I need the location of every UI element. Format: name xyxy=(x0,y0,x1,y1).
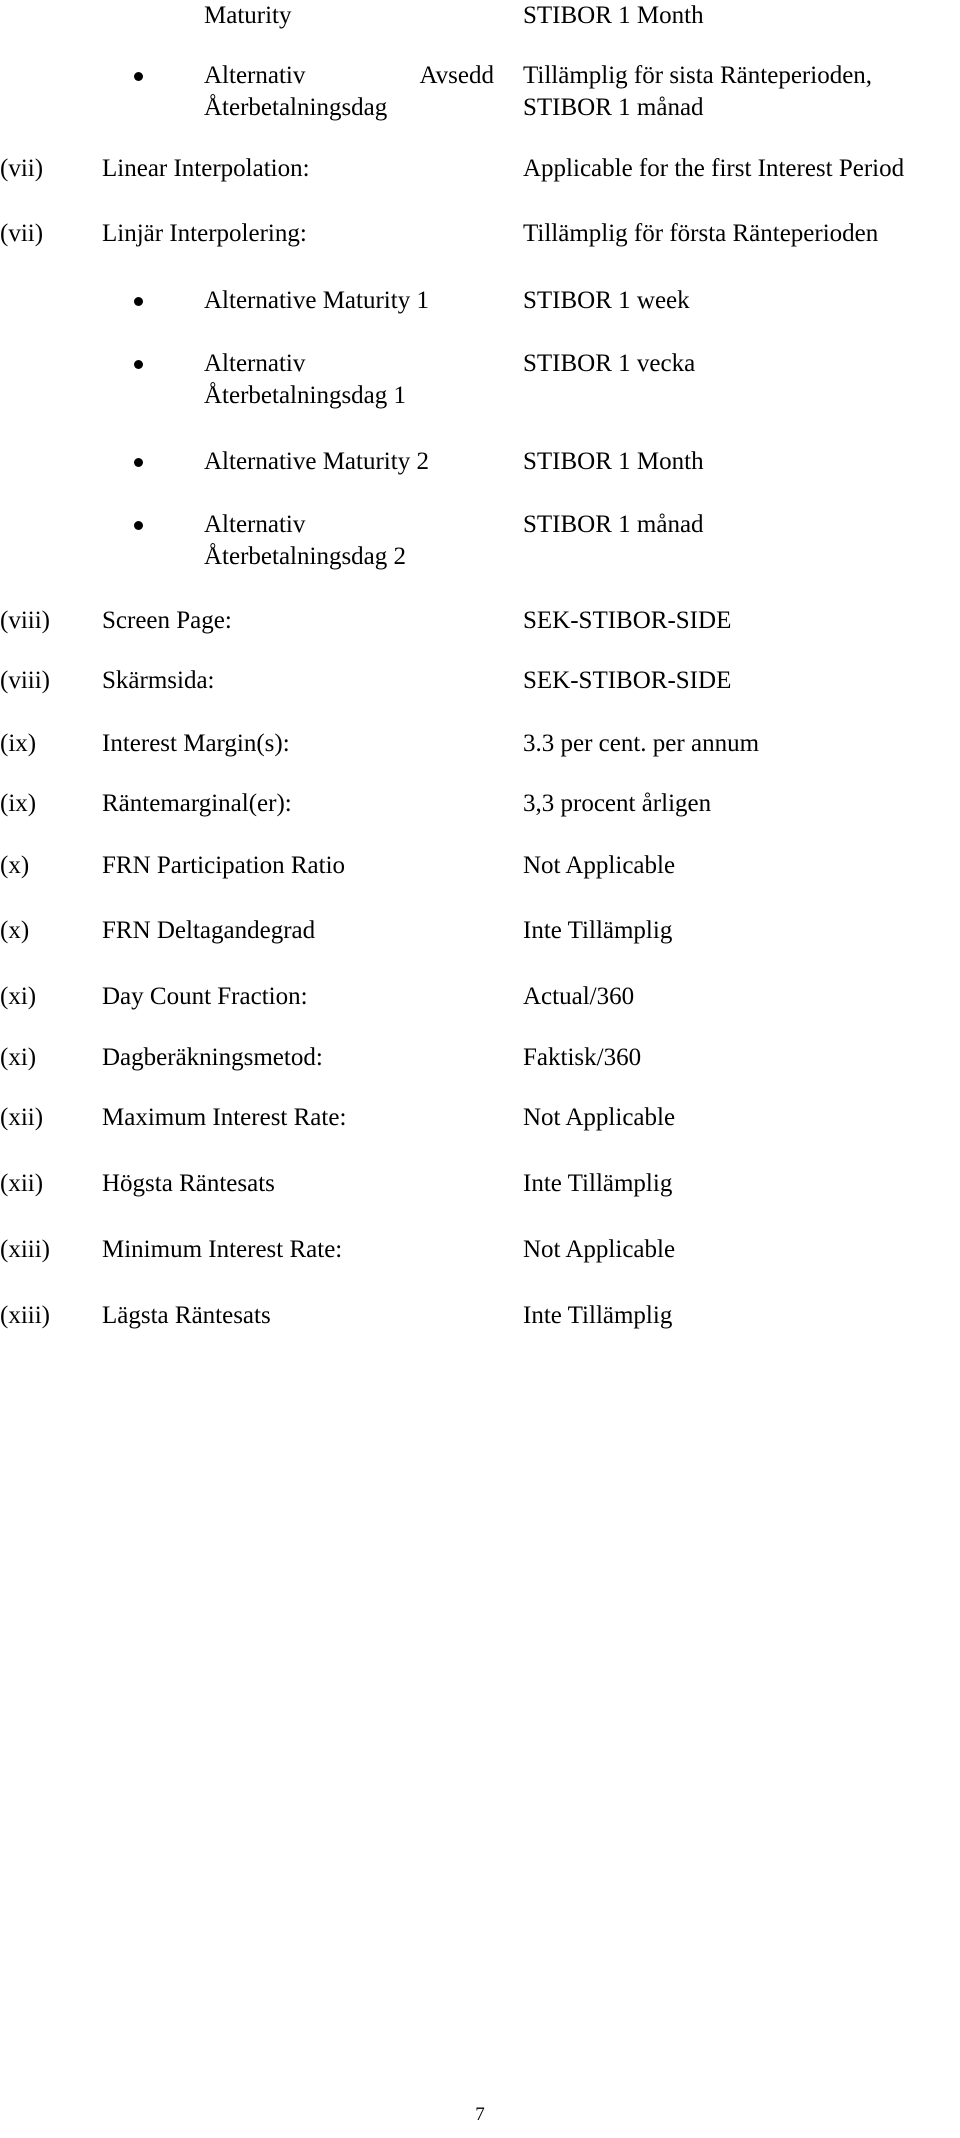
term-value-line: Tillämplig för sista Ränteperioden, xyxy=(523,62,873,89)
term-label: Skärmsida: xyxy=(102,667,215,694)
term-value: STIBOR 1 Month xyxy=(523,2,704,29)
term-value: Applicable for the first Interest Period xyxy=(523,155,905,182)
term-value: Inte Tillämplig xyxy=(523,1170,673,1197)
bullet-icon xyxy=(134,458,143,467)
item-number: (xii) xyxy=(0,1170,44,1197)
term-value: 3.3 per cent. per annum xyxy=(523,730,760,757)
term-value: Inte Tillämplig xyxy=(523,917,673,944)
term-label xyxy=(204,348,494,412)
item-number: (xii) xyxy=(0,1104,44,1131)
term-value: STIBOR 1 Month xyxy=(523,448,704,475)
page-number: 7 xyxy=(475,2104,485,2125)
term-label: Maximum Interest Rate: xyxy=(102,1104,347,1131)
term-value: Actual/360 xyxy=(523,983,635,1010)
term-value: Not Applicable xyxy=(523,1236,676,1263)
item-number: (ix) xyxy=(0,730,37,757)
term-label: Dagberäkningsmetod: xyxy=(102,1044,323,1071)
term-value: Not Applicable xyxy=(523,852,676,879)
term-value-line: STIBOR 1 månad xyxy=(523,94,704,121)
item-number: (xi) xyxy=(0,983,37,1010)
term-label-word: Avsedd xyxy=(419,62,494,89)
term-label-word: Alternativ xyxy=(204,62,306,89)
term-label: Interest Margin(s): xyxy=(102,730,290,757)
term-label xyxy=(204,60,494,124)
term-value: STIBOR 1 månad xyxy=(523,511,704,538)
term-label: Alternative Maturity 1 xyxy=(204,287,429,314)
term-value: Faktisk/360 xyxy=(523,1044,642,1071)
term-label: Day Count Fraction: xyxy=(102,983,308,1010)
item-number: (viii) xyxy=(0,667,50,694)
item-number: (viii) xyxy=(0,607,50,634)
bullet-icon xyxy=(134,297,143,306)
term-label: FRN Participation Ratio xyxy=(102,852,346,879)
term-label-line: Återbetalningsdag 1 xyxy=(204,382,407,409)
term-value: 3,3 procent årligen xyxy=(523,790,712,817)
item-number: (ix) xyxy=(0,790,37,817)
term-value xyxy=(523,60,960,124)
term-label: Högsta Räntesats xyxy=(102,1170,275,1197)
item-number: (x) xyxy=(0,852,30,879)
term-label: Minimum Interest Rate: xyxy=(102,1236,343,1263)
term-value: STIBOR 1 week xyxy=(523,287,690,314)
item-number: (xiii) xyxy=(0,1236,50,1263)
term-label-line: Återbetalningsdag xyxy=(204,94,388,121)
term-label: Lägsta Räntesats xyxy=(102,1302,271,1329)
term-value: Inte Tillämplig xyxy=(523,1302,673,1329)
term-label: Screen Page: xyxy=(102,607,232,634)
term-value: SEK-STIBOR-SIDE xyxy=(523,607,732,634)
term-value: SEK-STIBOR-SIDE xyxy=(523,667,732,694)
term-label xyxy=(204,509,494,573)
item-number: (xi) xyxy=(0,1044,37,1071)
item-number: (xiii) xyxy=(0,1302,50,1329)
bullet-icon xyxy=(134,360,143,369)
term-value: Not Applicable xyxy=(523,1104,676,1131)
term-label: FRN Deltagandegrad xyxy=(102,917,316,944)
term-label: Räntemarginal(er): xyxy=(102,790,292,817)
item-number: (x) xyxy=(0,917,30,944)
term-label-line: Återbetalningsdag 2 xyxy=(204,543,407,570)
term-value: Tillämplig för första Ränteperioden xyxy=(523,220,879,247)
term-label: Alternative Maturity 2 xyxy=(204,448,429,475)
bullet-icon xyxy=(134,521,143,530)
term-label-line: Alternativ xyxy=(204,511,306,538)
term-label: Linear Interpolation: xyxy=(102,155,310,182)
term-label-line: Alternativ xyxy=(204,350,306,377)
term-label: Maturity xyxy=(204,2,292,29)
item-number: (vii) xyxy=(0,220,44,247)
bullet-icon xyxy=(134,72,143,81)
term-value: STIBOR 1 vecka xyxy=(523,350,696,377)
item-number: (vii) xyxy=(0,155,44,182)
term-label: Linjär Interpolering: xyxy=(102,220,307,247)
